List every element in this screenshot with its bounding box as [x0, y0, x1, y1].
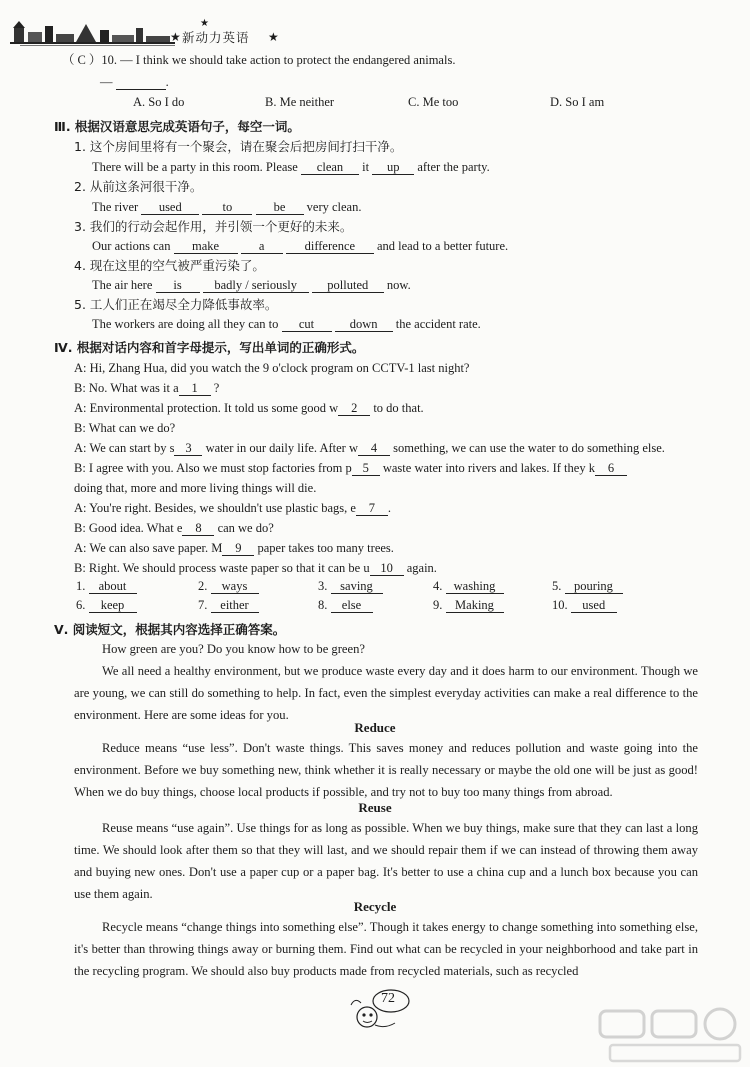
- blank-line: [116, 75, 166, 90]
- watermark-seal-icon: [590, 1005, 750, 1067]
- star-icon: ★: [200, 18, 209, 29]
- sec3-item-3-cn: 3. 我们的行动会起作用，并引领一个更好的未来。: [74, 219, 353, 234]
- passage-intro: How green are you? Do you know how to be green? We all need a healthy environment, but we produce waste every day and it does harm to our environment. Though we are young, we can still do something to help. In fact, even the simplest everyday activities can make a real difference to the environment. Here are some ideas for you.: [74, 642, 698, 722]
- dialogue-line: A: We can also save paper. M 9 paper takes too many trees.: [74, 541, 394, 555]
- sec3-item-1-cn: 1. 这个房间里将有一个聚会，请在聚会后把房间打扫干净。: [74, 139, 403, 154]
- filled-blank: up: [372, 160, 414, 175]
- dialogue-line: B: Right. We should process waste paper so that it can be u 10 again.: [74, 561, 437, 575]
- passage-reuse: Reuse means “use again”. Use things for as long as possible. When we buy things, make sure that they can last a long time. We should look after them so that they will last, and we should repair them if we can instead of throwing them away and buying new ones. Don't use a paper cup or a paper bag. It's better to use a china cup and a lunch box because you can use them again.: [74, 821, 698, 901]
- filled-blank: to: [202, 200, 252, 215]
- dialogue-line: A: Hi, Zhang Hua, did you watch the 9 o'clock program on CCTV-1 last night?: [74, 361, 470, 375]
- option-c: C. Me too: [408, 95, 459, 109]
- answer-item: 10. used: [552, 598, 617, 613]
- page-header: [10, 18, 410, 48]
- filled-blank: is: [156, 278, 200, 293]
- dialogue-line: B: What can we do?: [74, 421, 176, 435]
- skyline-logo-icon: [10, 18, 175, 48]
- passage-reduce: Reduce means “use less”. Don't waste things. This saves money and reduces pollution and waste going into the environment. Before we buy something new, think whether it is really necessary or maybe the old one will be just as good! When we do buy things, choose local products if possible, and try not to buy too many things from abroad.: [74, 741, 698, 799]
- filled-blank: polluted: [312, 278, 384, 293]
- answer-item: 1. about: [76, 579, 137, 594]
- page-number-badge: [345, 985, 425, 1031]
- option-b: B. Me neither: [265, 95, 335, 109]
- page-number: 72: [381, 991, 395, 1006]
- brand-title: 新动力英语: [182, 30, 250, 45]
- sec3-item-1-en: There will be a party in this room. Please clean it up after the party.: [92, 160, 490, 174]
- answer-item: 3. saving: [318, 579, 383, 594]
- filled-blank: difference: [286, 239, 374, 254]
- option-a: A. So I do: [133, 95, 185, 109]
- option-d: D. So I am: [550, 95, 605, 109]
- response-blank: — .: [100, 75, 169, 89]
- answer-item: 8. else: [318, 598, 373, 613]
- heading-recycle: Recycle: [353, 899, 397, 914]
- answer-item: 6. keep: [76, 598, 137, 613]
- answer-item: 9. Making: [433, 598, 504, 613]
- dialogue-line: B: Good idea. What e 8 can we do?: [74, 521, 274, 535]
- answer-letter: C: [77, 53, 86, 67]
- filled-blank: a: [241, 239, 283, 254]
- sec3-item-3-en: Our actions can make a difference and lead to a better future.: [92, 239, 509, 253]
- filled-blank: used: [141, 200, 199, 215]
- sec3-item-4-cn: 4. 现在这里的空气被严重污染了。: [74, 258, 265, 273]
- sec3-item-5-cn: 5. 工人们正在竭尽全力降低事故率。: [74, 297, 278, 312]
- answer-item: 7. either: [198, 598, 259, 613]
- dialogue-line: A: You're right. Besides, we shouldn't use plastic bags, e 7 .: [74, 501, 392, 515]
- question-10: （ C ）10. — I think we should take action to protect the endangered animals.: [62, 53, 456, 67]
- filled-blank: clean: [301, 160, 359, 175]
- dialogue-line: B: I agree with you. Also we must stop factories from p 5 waste water into rivers and lakes. If they k 6: [74, 460, 627, 476]
- filled-blank: down: [335, 317, 393, 332]
- sec3-item-2-cn: 2. 从前这条河很干净。: [74, 179, 203, 194]
- section-5-title: Ⅴ. 阅读短文，根据其内容选择正确答案。: [54, 622, 286, 637]
- filled-blank: badly / seriously: [203, 278, 309, 293]
- answer-item: 2. ways: [198, 579, 259, 594]
- passage-recycle: Recycle means “change things into something else”. Though it takes energy to change something into something else, it's better than throwing things away or burning them. Find out what can be recycled in your neighborhood and take part in the recycling program. We should also buy products made from recycled materials, such as recycled: [74, 920, 698, 978]
- filled-blank: cut: [282, 317, 332, 332]
- filled-blank: make: [174, 239, 238, 254]
- section-3-title: Ⅲ. 根据汉语意思完成英语句子，每空一词。: [54, 119, 300, 134]
- answer-item: 4. washing: [433, 579, 504, 594]
- dialogue-line: doing that, more and more living things will die.: [74, 481, 317, 495]
- sec3-item-4-en: The air here is badly / seriously polluted now.: [92, 278, 411, 292]
- star-icon: ★: [268, 30, 279, 44]
- star-icon: ★: [170, 30, 181, 44]
- dialogue-line: A: We can start by s 3 water in our daily life. After w 4 something, we can use the water to do something else.: [74, 441, 665, 455]
- dialogue-line: B: No. What was it a 1 ?: [74, 381, 220, 395]
- dialogue-line: A: Environmental protection. It told us some good w 2 to do that.: [74, 401, 424, 415]
- question-prompt: — I think we should take action to protect the endangered animals.: [120, 53, 456, 67]
- section-4-title: Ⅳ. 根据对话内容和首字母提示，写出单词的正确形式。: [54, 340, 365, 355]
- filled-blank: be: [256, 200, 304, 215]
- heading-reuse: Reuse: [358, 800, 392, 815]
- sec3-item-2-en: The river used to be very clean.: [92, 200, 362, 214]
- sec3-item-5-en: The workers are doing all they can to cut down the accident rate.: [92, 317, 481, 331]
- heading-reduce: Reduce: [354, 720, 396, 735]
- answer-item: 5. pouring: [552, 579, 623, 594]
